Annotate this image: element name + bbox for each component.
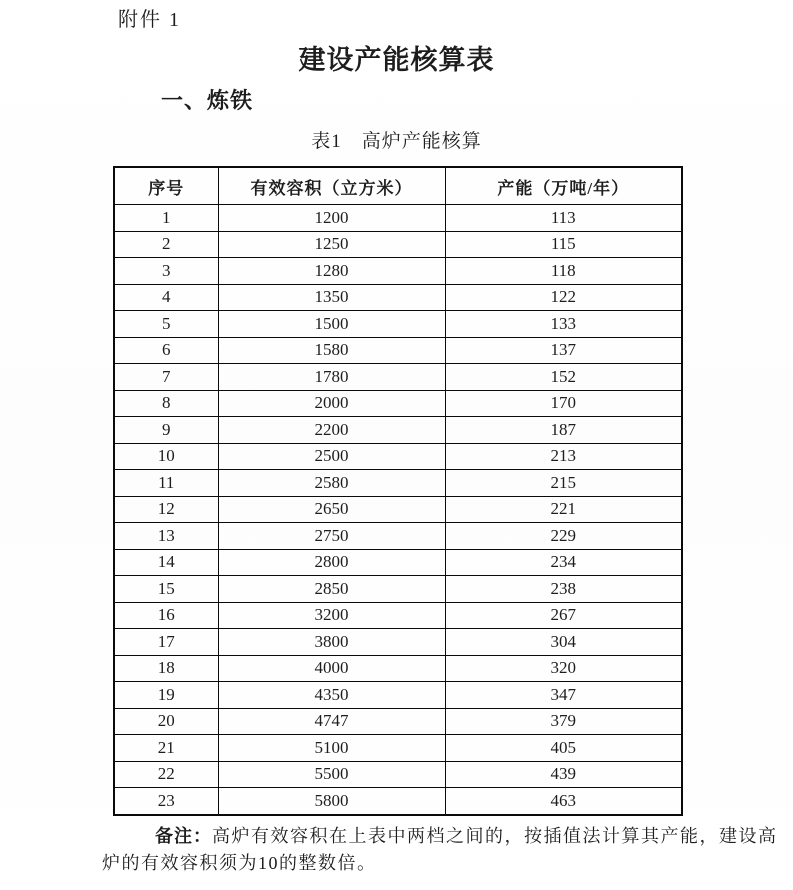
table-cell: 5	[114, 311, 218, 338]
table-cell: 4000	[218, 655, 445, 682]
table-cell: 7	[114, 364, 218, 391]
footnote-line1: 高炉有效容积在上表中两档之间的，按插值法计算其产能，建设高	[212, 825, 778, 846]
table-cell: 115	[445, 231, 682, 258]
table-cell: 6	[114, 337, 218, 364]
table-cell: 2750	[218, 523, 445, 550]
table-cell: 3800	[218, 629, 445, 656]
table-cell: 2800	[218, 549, 445, 576]
column-header-index: 序号	[114, 167, 218, 205]
table-cell: 15	[114, 576, 218, 603]
table-row	[114, 788, 682, 815]
table-cell: 13	[114, 523, 218, 550]
table-row	[114, 258, 682, 285]
table-cell: 1350	[218, 284, 445, 311]
table-cell: 3	[114, 258, 218, 285]
table-cell: 234	[445, 549, 682, 576]
table-cell: 1500	[218, 311, 445, 338]
table-cell: 2	[114, 231, 218, 258]
table-cell: 5500	[218, 761, 445, 788]
table-cell: 229	[445, 523, 682, 550]
table-row	[114, 417, 682, 444]
table-cell: 267	[445, 602, 682, 629]
table-row	[114, 682, 682, 709]
table-cell: 23	[114, 788, 218, 815]
table-header-row	[114, 167, 682, 205]
table-row	[114, 549, 682, 576]
table-cell: 4	[114, 284, 218, 311]
table-row	[114, 708, 682, 735]
table-cell: 405	[445, 735, 682, 762]
attachment-label: 附件 1	[118, 9, 181, 31]
table-cell: 187	[445, 417, 682, 444]
table-cell: 118	[445, 258, 682, 285]
section-heading: 一、炼铁	[161, 88, 254, 113]
table-cell: 1	[114, 205, 218, 232]
table-cell: 320	[445, 655, 682, 682]
table-cell: 1250	[218, 231, 445, 258]
table-cell: 2500	[218, 443, 445, 470]
table-cell: 14	[114, 549, 218, 576]
table-cell: 16	[114, 602, 218, 629]
table-cell: 133	[445, 311, 682, 338]
table-cell: 213	[445, 443, 682, 470]
column-header-capacity: 产能（万吨/年）	[445, 167, 682, 205]
table-cell: 5800	[218, 788, 445, 815]
table-cell: 11	[114, 470, 218, 497]
table-cell: 5100	[218, 735, 445, 762]
table-cell: 2200	[218, 417, 445, 444]
table-cell: 9	[114, 417, 218, 444]
table-cell: 3200	[218, 602, 445, 629]
table-cell: 1780	[218, 364, 445, 391]
table-cell: 4350	[218, 682, 445, 709]
table-cell: 22	[114, 761, 218, 788]
page-title: 建设产能核算表	[298, 45, 495, 75]
table-row	[114, 735, 682, 762]
table-cell: 2000	[218, 390, 445, 417]
table-cell: 2580	[218, 470, 445, 497]
table-row	[114, 602, 682, 629]
table-cell: 19	[114, 682, 218, 709]
table-cell: 21	[114, 735, 218, 762]
table-cell: 1200	[218, 205, 445, 232]
table-cell: 8	[114, 390, 218, 417]
table-cell: 215	[445, 470, 682, 497]
table-cell: 137	[445, 337, 682, 364]
column-header-volume: 有效容积（立方米）	[218, 167, 445, 205]
table-cell: 20	[114, 708, 218, 735]
capacity-table	[113, 166, 683, 816]
table-row	[114, 629, 682, 656]
table-cell: 10	[114, 443, 218, 470]
table-cell: 1280	[218, 258, 445, 285]
footnote	[102, 823, 793, 877]
table-row	[114, 284, 682, 311]
table-cell: 463	[445, 788, 682, 815]
document-page	[0, 8, 793, 890]
table-row	[114, 470, 682, 497]
table-cell: 17	[114, 629, 218, 656]
table-cell: 152	[445, 364, 682, 391]
table-row	[114, 576, 682, 603]
table-cell: 1580	[218, 337, 445, 364]
table-row	[114, 337, 682, 364]
table-cell: 238	[445, 576, 682, 603]
table-row	[114, 311, 682, 338]
table-row	[114, 496, 682, 523]
table-cell: 170	[445, 390, 682, 417]
table-caption: 表1 高炉产能核算	[311, 131, 482, 152]
table-cell: 113	[445, 205, 682, 232]
table-cell: 379	[445, 708, 682, 735]
table-cell: 439	[445, 761, 682, 788]
footnote-label: 备注：	[155, 825, 212, 846]
table-cell: 304	[445, 629, 682, 656]
table-row	[114, 443, 682, 470]
table-cell: 221	[445, 496, 682, 523]
table-row	[114, 655, 682, 682]
table-row	[114, 523, 682, 550]
table-row	[114, 231, 682, 258]
table-cell: 347	[445, 682, 682, 709]
table-row	[114, 364, 682, 391]
footnote-line2: 炉的有效容积须为10的整数倍。	[102, 852, 377, 873]
table-cell: 18	[114, 655, 218, 682]
table-row	[114, 761, 682, 788]
table-cell: 2850	[218, 576, 445, 603]
table-cell: 4747	[218, 708, 445, 735]
table-cell: 2650	[218, 496, 445, 523]
table-cell: 12	[114, 496, 218, 523]
table-cell: 122	[445, 284, 682, 311]
table-row	[114, 390, 682, 417]
table-row	[114, 205, 682, 232]
